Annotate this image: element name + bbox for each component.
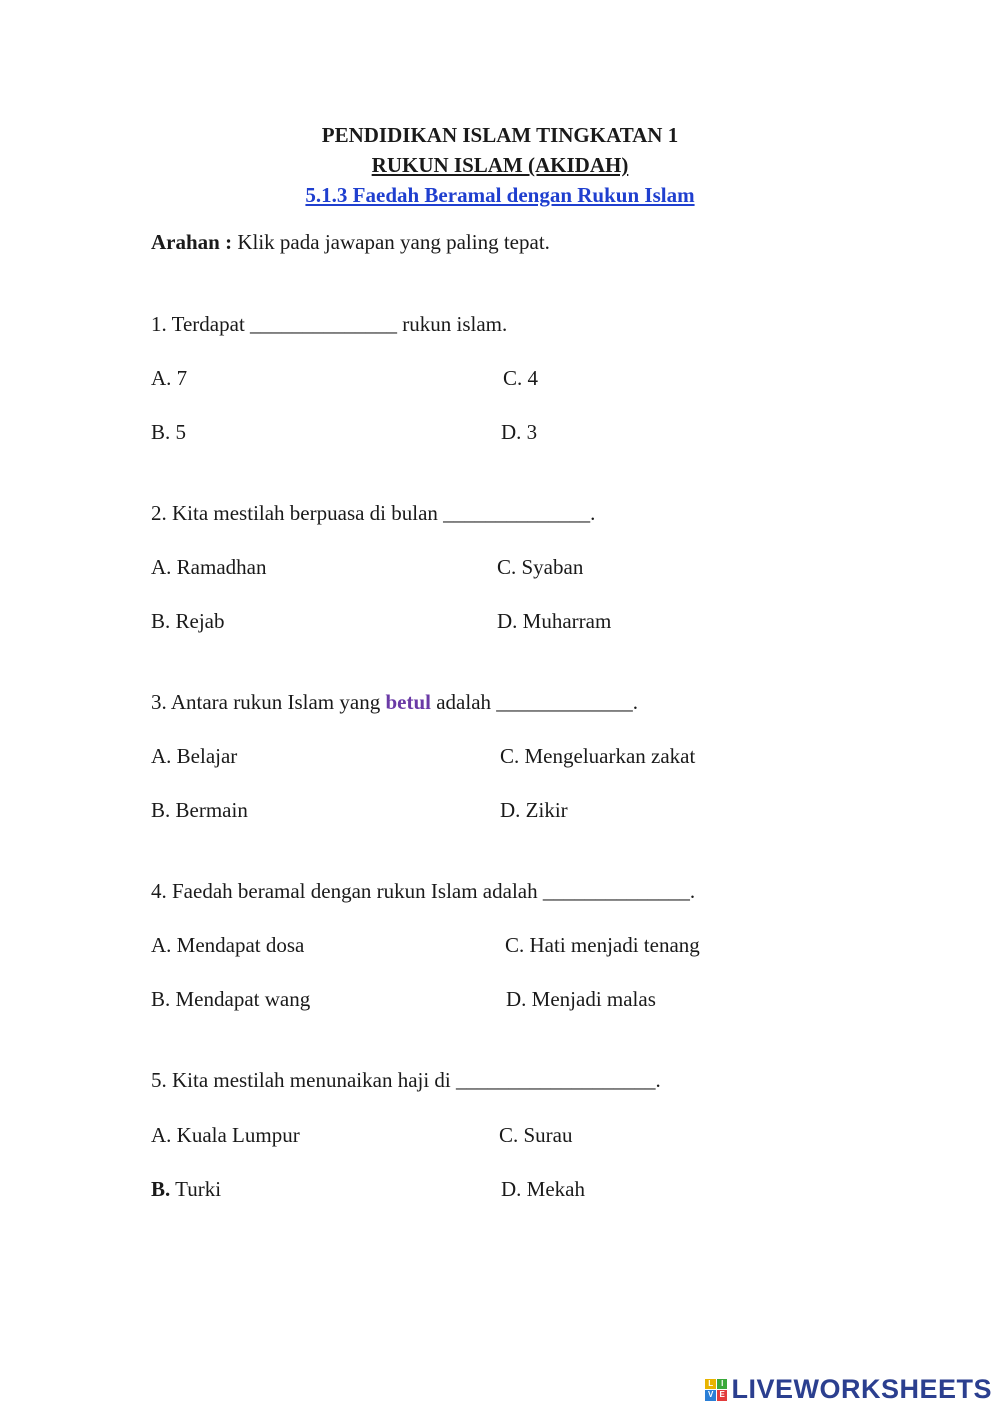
q5-option-b-prefix: B. <box>151 1177 171 1201</box>
q2-option-d[interactable]: D. Muharram <box>497 609 612 633</box>
q2-option-a[interactable]: A. Ramadhan <box>151 555 267 579</box>
q5-option-a[interactable]: A. Kuala Lumpur <box>151 1123 300 1147</box>
instruction-text: Klik pada jawapan yang paling tepat. <box>232 230 550 254</box>
q4-option-b[interactable]: B. Mendapat wang <box>151 987 311 1011</box>
question-3-highlight: betul <box>385 690 431 714</box>
q3-option-c[interactable]: C. Mengeluarkan zakat <box>500 744 696 768</box>
instruction-label: Arahan : <box>151 230 233 254</box>
q1-option-a[interactable]: A. 7 <box>151 366 188 390</box>
q5-option-b[interactable] <box>151 1177 221 1202</box>
logo-mark-v: V <box>705 1390 716 1401</box>
q4-option-a[interactable]: A. Mendapat dosa <box>151 933 305 957</box>
liveworksheets-logo <box>705 1374 992 1405</box>
q3-option-b[interactable]: B. Bermain <box>151 798 248 822</box>
logo-mark-i: I <box>717 1379 728 1390</box>
question-4: 4. Faedah beramal dengan rukun Islam adalah ______________. <box>151 879 696 903</box>
title-line-1: PENDIDIKAN ISLAM TINGKATAN 1 <box>321 123 679 147</box>
question-5: 5. Kita mestilah menunaikan haji di ___________________. <box>151 1068 661 1092</box>
q2-option-b[interactable]: B. Rejab <box>151 609 225 633</box>
question-2: 2. Kita mestilah berpuasa di bulan ______________. <box>151 501 596 525</box>
q3-option-a[interactable]: A. Belajar <box>151 744 238 768</box>
logo-mark-e: E <box>717 1390 728 1401</box>
logo-mark-l: L <box>705 1379 716 1390</box>
question-3-text-after: adalah _____________. <box>430 690 639 714</box>
q5-option-c[interactable]: C. Surau <box>499 1123 573 1147</box>
q4-option-c[interactable]: C. Hati menjadi tenang <box>505 933 700 957</box>
q5-option-d[interactable]: D. Mekah <box>501 1177 585 1201</box>
q5-option-b-text: Turki <box>170 1177 222 1201</box>
q2-option-c[interactable]: C. Syaban <box>497 555 584 579</box>
question-3 <box>151 690 638 715</box>
subtopic-link[interactable]: 5.1.3 Faedah Beramal dengan Rukun Islam <box>305 183 695 207</box>
q1-option-c[interactable]: C. 4 <box>503 366 539 390</box>
logo-icon <box>705 1379 727 1401</box>
title-line-2: RUKUN ISLAM (AKIDAH) <box>371 153 629 177</box>
question-1: 1. Terdapat ______________ rukun islam. <box>151 312 508 336</box>
instruction <box>151 230 550 255</box>
logo-text: LIVEWORKSHEETS <box>731 1374 992 1404</box>
q3-option-d[interactable]: D. Zikir <box>500 798 568 822</box>
page-title <box>0 120 1000 210</box>
question-3-text-before: 3. Antara rukun Islam yang <box>151 690 386 714</box>
q1-option-b[interactable]: B. 5 <box>151 420 187 444</box>
q4-option-d[interactable]: D. Menjadi malas <box>506 987 656 1011</box>
q1-option-d[interactable]: D. 3 <box>501 420 538 444</box>
